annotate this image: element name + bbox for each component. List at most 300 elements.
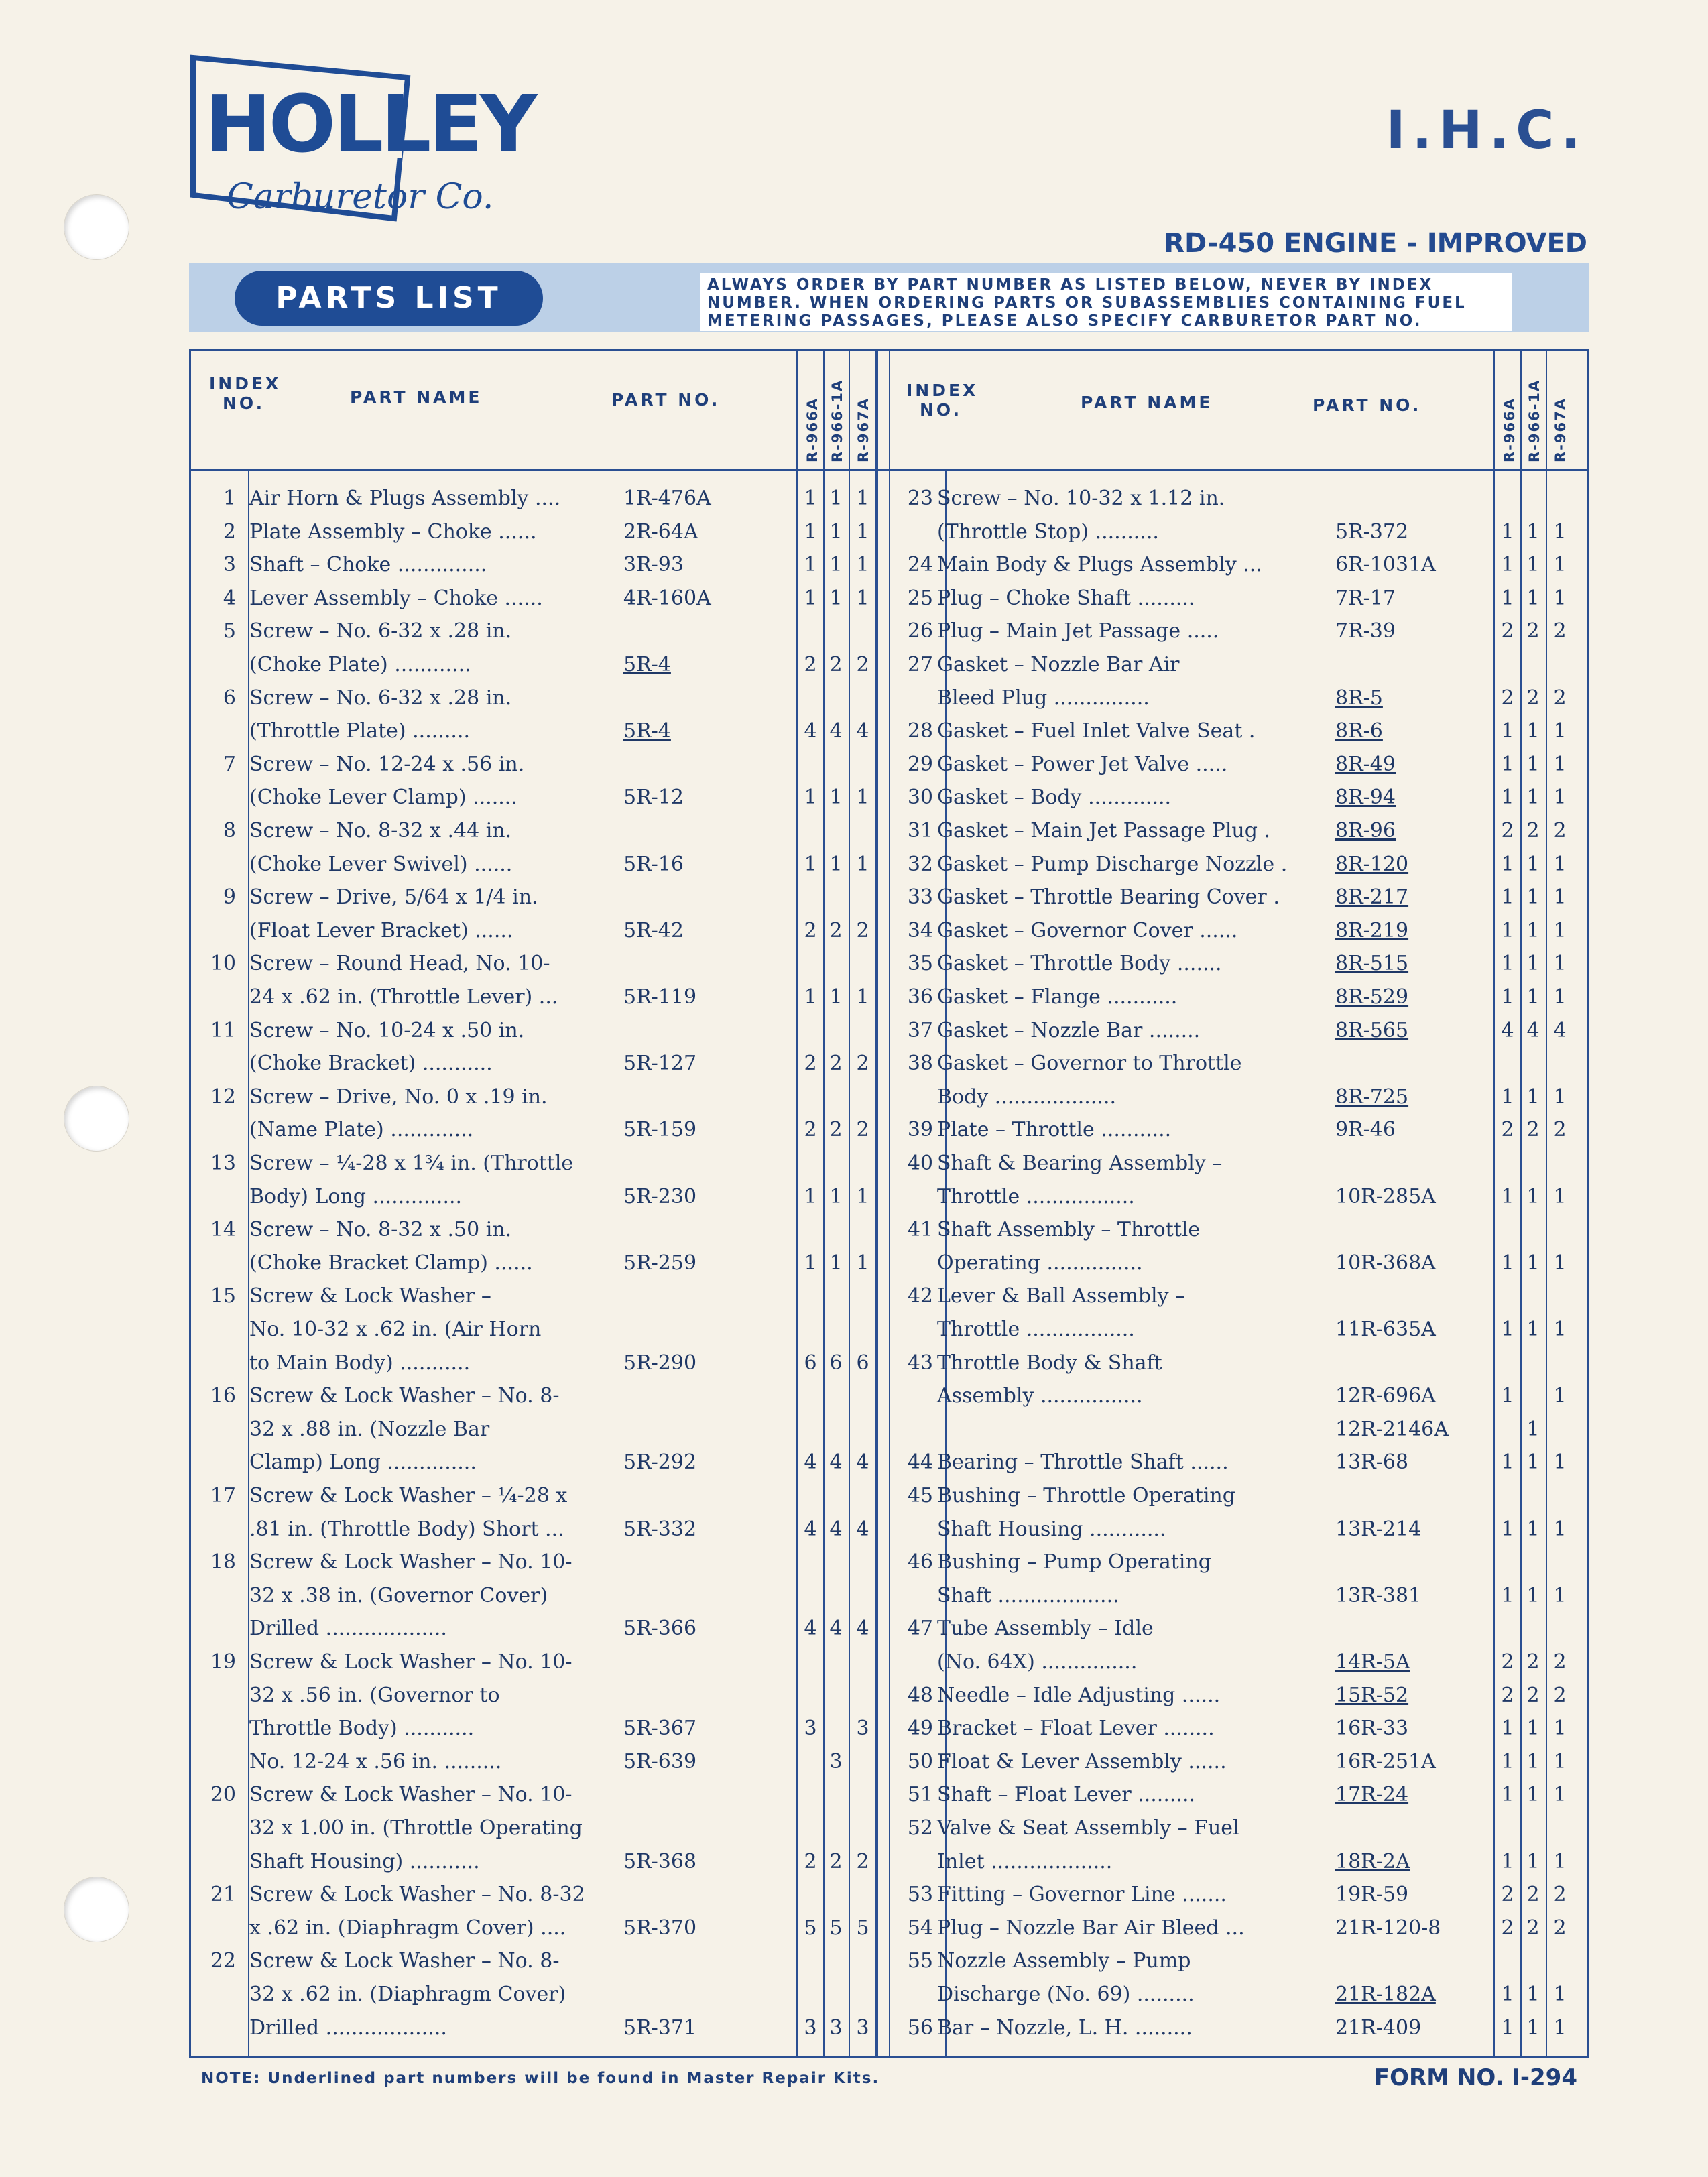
part-name: Gasket – Throttle Bearing Cover . xyxy=(937,885,1280,910)
quantity: 4 xyxy=(829,719,843,743)
make-title: I.H.C. xyxy=(1386,101,1587,161)
part-name: Gasket – Nozzle Bar Air xyxy=(937,653,1180,676)
quantity: 1 xyxy=(856,985,869,1009)
part-name: Gasket – Governor Cover ...... xyxy=(937,918,1238,942)
part-number: 8R-725 xyxy=(1335,1084,1409,1109)
part-name: Valve & Seat Assembly – Fuel xyxy=(937,1816,1239,1840)
part-name: .81 in. (Throttle Body) Short ... xyxy=(249,1517,564,1541)
part-number: 8R-219 xyxy=(1335,918,1409,942)
part-name: Clamp) Long .............. xyxy=(249,1450,477,1475)
quantity: 1 xyxy=(1501,752,1514,776)
part-number: 5R-370 xyxy=(623,1916,697,1940)
part-name: Throttle ................. xyxy=(937,1318,1135,1341)
quantity: 1 xyxy=(856,553,869,577)
part-number: 11R-635A xyxy=(1335,1318,1436,1341)
quantity: 1 xyxy=(1553,852,1567,876)
part-name: Shaft ................... xyxy=(937,1583,1119,1607)
quantity: 1 xyxy=(1553,1783,1567,1807)
quantity: 1 xyxy=(1526,952,1540,976)
part-row xyxy=(0,1279,1708,1312)
part-name: Plug – Main Jet Passage ..... xyxy=(937,619,1219,643)
quantity: 2 xyxy=(1526,619,1540,643)
index-number: 36 xyxy=(907,985,933,1009)
index-number: 24 xyxy=(907,553,933,577)
col-r967a-header: R-967A xyxy=(855,397,871,462)
index-number: 26 xyxy=(907,619,933,643)
part-number: 10R-285A xyxy=(1335,1184,1436,1208)
part-number: 5R-4 xyxy=(623,653,671,676)
quantity: 1 xyxy=(1526,752,1540,776)
part-name: Screw – No. 10-24 x .50 in. xyxy=(249,1018,525,1042)
quantity: 1 xyxy=(1553,1318,1567,1341)
index-number: 23 xyxy=(907,487,933,510)
part-number: 13R-68 xyxy=(1335,1450,1409,1475)
quantity: 4 xyxy=(804,1450,817,1475)
part-row xyxy=(0,515,1708,548)
part-name: 32 x .38 in. (Governor Cover) xyxy=(249,1583,548,1607)
part-name: Screw – Drive, No. 0 x .19 in. xyxy=(249,1084,548,1109)
quantity: 1 xyxy=(1526,553,1540,577)
index-number: 41 xyxy=(907,1218,933,1242)
part-number: 5R-368 xyxy=(623,1849,697,1873)
quantity: 2 xyxy=(1526,1683,1540,1707)
index-number: 39 xyxy=(907,1118,933,1142)
quantity: 1 xyxy=(829,852,843,876)
part-name: Lever Assembly – Choke ...... xyxy=(249,586,543,610)
part-name: Tube Assembly – Idle xyxy=(937,1617,1154,1641)
order-notice xyxy=(700,273,1512,331)
part-name: (Choke Bracket) ........... xyxy=(249,1052,493,1076)
quantity: 1 xyxy=(856,586,869,610)
part-number: 9R-46 xyxy=(1335,1118,1396,1142)
quantity: 1 xyxy=(804,1251,817,1275)
part-row xyxy=(0,1180,1708,1213)
quantity: 2 xyxy=(856,918,869,942)
quantity: 2 xyxy=(829,1052,843,1076)
quantity: 1 xyxy=(1526,719,1540,743)
part-row xyxy=(0,1944,1708,1977)
index-number: 12 xyxy=(210,1084,236,1109)
part-name: (Throttle Stop) .......... xyxy=(937,519,1159,544)
part-row xyxy=(0,1645,1708,1678)
part-number: 7R-17 xyxy=(1335,586,1396,610)
part-name: No. 12-24 x .56 in. ......... xyxy=(249,1749,502,1774)
quantity: 1 xyxy=(856,487,869,510)
part-name: to Main Body) ........... xyxy=(249,1351,471,1375)
quantity: 4 xyxy=(856,1617,869,1641)
quantity: 4 xyxy=(829,1450,843,1475)
index-header-right: INDEX NO. xyxy=(906,381,979,420)
part-name: Bar – Nozzle, L. H. ......... xyxy=(937,2015,1193,2040)
part-number: 15R-52 xyxy=(1335,1683,1409,1707)
quantity: 1 xyxy=(1526,1783,1540,1807)
index-number: 43 xyxy=(907,1351,933,1375)
quantity: 1 xyxy=(1526,918,1540,942)
quantity: 1 xyxy=(856,852,869,876)
quantity: 1 xyxy=(1501,1084,1514,1109)
part-name: (Name Plate) ............. xyxy=(249,1118,474,1142)
index-number: 44 xyxy=(907,1450,933,1475)
quantity: 2 xyxy=(804,1052,817,1076)
part-name: Air Horn & Plugs Assembly .... xyxy=(249,487,561,510)
part-row xyxy=(0,1046,1708,1080)
index-number: 16 xyxy=(210,1384,236,1408)
part-number: 8R-6 xyxy=(1335,719,1383,743)
part-number: 1R-476A xyxy=(623,487,711,510)
quantity: 1 xyxy=(1501,553,1514,577)
part-name: Screw & Lock Washer – No. 8- xyxy=(249,1949,560,1973)
quantity: 1 xyxy=(1553,1450,1567,1475)
col-r966a-header-right: R-966A xyxy=(1502,397,1518,462)
quantity: 1 xyxy=(1553,918,1567,942)
quantity: 1 xyxy=(1501,1318,1514,1341)
punch-hole-top xyxy=(64,194,129,260)
part-name: No. 10-32 x .62 in. (Air Horn xyxy=(249,1318,542,1341)
part-name: Shaft Housing ............ xyxy=(937,1517,1166,1541)
part-row xyxy=(0,880,1708,914)
quantity: 1 xyxy=(1501,885,1514,910)
part-number: 18R-2A xyxy=(1335,1849,1410,1873)
part-number: 8R-565 xyxy=(1335,1018,1409,1042)
quantity: 2 xyxy=(1553,1683,1567,1707)
index-number: 51 xyxy=(907,1783,933,1807)
part-number: 21R-182A xyxy=(1335,1983,1436,2006)
notice-line: NUMBER. WHEN ORDERING PARTS OR SUBASSEMBLIES CONTAINING FUEL xyxy=(707,294,1467,312)
part-number: 8R-529 xyxy=(1335,985,1409,1009)
quantity: 1 xyxy=(829,519,843,544)
index-number: 45 xyxy=(907,1484,933,1507)
part-row xyxy=(0,1678,1708,1712)
part-name: Gasket – Power Jet Valve ..... xyxy=(937,752,1228,776)
quantity: 2 xyxy=(1501,1650,1514,1674)
part-name: (Choke Bracket Clamp) ...... xyxy=(249,1251,533,1275)
index-number: 7 xyxy=(223,752,236,776)
part-name: Gasket – Throttle Body ....... xyxy=(937,952,1222,976)
quantity: 4 xyxy=(1526,1018,1540,1042)
quantity: 1 xyxy=(829,553,843,577)
part-name: Gasket – Pump Discharge Nozzle . xyxy=(937,852,1288,876)
quantity: 2 xyxy=(804,1118,817,1142)
part-name: 24 x .62 in. (Throttle Lever) ... xyxy=(249,985,558,1009)
quantity: 1 xyxy=(856,519,869,544)
part-number: 4R-160A xyxy=(623,586,711,610)
quantity: 1 xyxy=(829,985,843,1009)
part-row xyxy=(0,1445,1708,1479)
quantity: 1 xyxy=(1501,2015,1514,2040)
part-name: Plate – Throttle ........... xyxy=(937,1118,1172,1142)
index-number: 4 xyxy=(223,586,236,610)
part-row xyxy=(0,1877,1708,1911)
quantity: 1 xyxy=(804,553,817,577)
part-number: 17R-24 xyxy=(1335,1783,1409,1807)
quantity: 1 xyxy=(804,985,817,1009)
part-name: Screw & Lock Washer – No. 8-32 xyxy=(249,1883,585,1907)
logo-bottom-text: Carburetor Co. xyxy=(227,177,494,217)
part-number: 8R-515 xyxy=(1335,952,1409,976)
part-row xyxy=(0,614,1708,647)
part-number: 13R-381 xyxy=(1335,1583,1422,1607)
part-name: Plug – Choke Shaft ......... xyxy=(937,586,1195,610)
index-number: 52 xyxy=(907,1816,933,1840)
part-number: 7R-39 xyxy=(1335,619,1396,643)
part-number: 21R-120-8 xyxy=(1335,1916,1441,1940)
part-number: 8R-217 xyxy=(1335,885,1409,910)
quantity: 2 xyxy=(1553,1650,1567,1674)
quantity: 1 xyxy=(804,519,817,544)
quantity: 2 xyxy=(1501,619,1514,643)
quantity: 1 xyxy=(804,586,817,610)
part-number: 5R-119 xyxy=(623,985,697,1009)
quantity: 1 xyxy=(1501,519,1514,544)
part-number: 5R-290 xyxy=(623,1351,697,1375)
index-number: 18 xyxy=(210,1550,236,1574)
quantity: 2 xyxy=(1526,1118,1540,1142)
part-name: Assembly ................ xyxy=(937,1384,1143,1408)
quantity: 4 xyxy=(804,1517,817,1541)
quantity: 1 xyxy=(1553,719,1567,743)
part-number: 5R-332 xyxy=(623,1517,697,1541)
quantity: 4 xyxy=(829,1617,843,1641)
quantity: 4 xyxy=(804,719,817,743)
col-r966a-header: R-966A xyxy=(804,397,820,462)
part-row xyxy=(0,1811,1708,1845)
quantity: 1 xyxy=(1526,1849,1540,1873)
quantity: 1 xyxy=(1553,985,1567,1009)
quantity: 1 xyxy=(1501,786,1514,810)
quantity: 1 xyxy=(1553,2015,1567,2040)
index-number: 56 xyxy=(907,2015,933,2040)
part-number: 8R-5 xyxy=(1335,686,1383,710)
quantity: 3 xyxy=(829,2015,843,2040)
quantity: 1 xyxy=(1553,586,1567,610)
part-name: Bushing – Pump Operating xyxy=(937,1550,1211,1574)
part-row xyxy=(0,780,1708,814)
index-number: 9 xyxy=(223,885,236,910)
part-row xyxy=(0,1246,1708,1280)
quantity: 1 xyxy=(1501,1583,1514,1607)
quantity: 1 xyxy=(804,852,817,876)
part-number: 2R-64A xyxy=(623,519,698,544)
part-row xyxy=(0,1512,1708,1546)
part-name: Gasket – Main Jet Passage Plug . xyxy=(937,819,1271,843)
part-name: Screw – Round Head, No. 10- xyxy=(249,952,550,976)
part-row xyxy=(0,481,1708,515)
quantity: 2 xyxy=(1501,1118,1514,1142)
part-name: Screw & Lock Washer – No. 10- xyxy=(249,1783,572,1807)
quantity: 4 xyxy=(856,719,869,743)
quantity: 1 xyxy=(829,1184,843,1208)
index-number: 27 xyxy=(907,653,933,676)
part-no-header: PART NO. xyxy=(611,390,721,410)
part-name: Throttle ................. xyxy=(937,1184,1135,1208)
part-name: Drilled ................... xyxy=(249,2015,447,2040)
quantity: 2 xyxy=(1553,1118,1567,1142)
part-name: Fitting – Governor Line ....... xyxy=(937,1883,1227,1907)
index-number: 38 xyxy=(907,1052,933,1076)
part-name: Operating ............... xyxy=(937,1251,1143,1275)
part-number: 13R-214 xyxy=(1335,1517,1422,1541)
quantity: 3 xyxy=(804,2015,817,2040)
part-row xyxy=(0,1545,1708,1578)
part-name: Gasket – Governor to Throttle xyxy=(937,1052,1242,1076)
quantity: 6 xyxy=(829,1351,843,1375)
part-row xyxy=(0,1479,1708,1512)
index-number: 3 xyxy=(223,553,236,577)
part-row xyxy=(0,814,1708,847)
part-name: Screw – Drive, 5/64 x 1/4 in. xyxy=(249,885,538,910)
part-name: Bushing – Throttle Operating xyxy=(937,1484,1235,1507)
part-number: 21R-409 xyxy=(1335,2015,1422,2040)
part-name: Screw & Lock Washer – No. 10- xyxy=(249,1550,572,1574)
index-number: 29 xyxy=(907,752,933,776)
quantity: 1 xyxy=(1501,719,1514,743)
part-name: Discharge (No. 69) ......... xyxy=(937,1983,1195,2006)
part-name: Bleed Plug ............... xyxy=(937,686,1150,710)
index-number: 53 xyxy=(907,1883,933,1907)
index-number: 11 xyxy=(210,1018,236,1042)
part-name: Gasket – Nozzle Bar ........ xyxy=(937,1018,1201,1042)
quantity: 1 xyxy=(1526,586,1540,610)
quantity: 1 xyxy=(1501,1384,1514,1408)
part-row xyxy=(0,1346,1708,1379)
quantity: 1 xyxy=(1501,1450,1514,1475)
part-name: Shaft – Choke .............. xyxy=(249,553,487,577)
parts-list-title: PARTS LIST xyxy=(235,271,543,326)
quantity: 1 xyxy=(1526,1084,1540,1109)
part-name: Screw – No. 8-32 x .44 in. xyxy=(249,819,512,843)
index-number: 54 xyxy=(907,1916,933,1940)
quantity: 4 xyxy=(856,1517,869,1541)
engine-title: RD-450 ENGINE - IMPROVED xyxy=(1164,228,1587,259)
quantity: 1 xyxy=(829,786,843,810)
part-number: 6R-1031A xyxy=(1335,553,1436,577)
part-name: Shaft Housing) ........... xyxy=(249,1849,480,1873)
part-number: 3R-93 xyxy=(623,553,684,577)
quantity: 1 xyxy=(804,1184,817,1208)
part-row xyxy=(0,1312,1708,1346)
quantity: 1 xyxy=(1526,786,1540,810)
part-name: Inlet ................... xyxy=(937,1849,1113,1873)
quantity: 2 xyxy=(829,1849,843,1873)
part-number: 12R-696A xyxy=(1335,1384,1436,1408)
quantity: 2 xyxy=(1501,1916,1514,1940)
quantity: 1 xyxy=(1553,1251,1567,1275)
quantity: 1 xyxy=(1553,553,1567,577)
part-number: 16R-33 xyxy=(1335,1717,1409,1741)
quantity: 6 xyxy=(804,1351,817,1375)
quantity: 1 xyxy=(1553,1749,1567,1774)
index-number: 46 xyxy=(907,1550,933,1574)
part-name: Shaft – Float Lever ......... xyxy=(937,1783,1196,1807)
part-name: 32 x .56 in. (Governor to xyxy=(249,1683,500,1707)
part-number: 5R-16 xyxy=(623,852,684,876)
quantity: 1 xyxy=(856,786,869,810)
part-row xyxy=(0,914,1708,947)
part-name: Screw & Lock Washer – ¼-28 x xyxy=(249,1484,568,1507)
index-number: 22 xyxy=(210,1949,236,1973)
quantity: 1 xyxy=(1501,1517,1514,1541)
quantity: 6 xyxy=(856,1351,869,1375)
part-number: 10R-368A xyxy=(1335,1251,1436,1275)
quantity: 2 xyxy=(1526,1650,1540,1674)
quantity: 1 xyxy=(1526,1318,1540,1341)
part-row xyxy=(0,1911,1708,1944)
index-number: 50 xyxy=(907,1749,933,1774)
part-number: 5R-366 xyxy=(623,1617,697,1641)
index-number: 49 xyxy=(907,1717,933,1741)
quantity: 2 xyxy=(1553,819,1567,843)
quantity: 2 xyxy=(1501,1683,1514,1707)
index-number: 28 xyxy=(907,719,933,743)
part-name: (Choke Lever Clamp) ....... xyxy=(249,786,517,810)
quantity: 2 xyxy=(804,918,817,942)
quantity: 1 xyxy=(1553,1517,1567,1541)
part-name: Main Body & Plugs Assembly ... xyxy=(937,553,1262,577)
quantity: 2 xyxy=(856,1849,869,1873)
part-name: Shaft Assembly – Throttle xyxy=(937,1218,1201,1242)
part-name: Body) Long .............. xyxy=(249,1184,463,1208)
quantity: 1 xyxy=(1501,952,1514,976)
part-row xyxy=(0,1412,1708,1446)
quantity: 1 xyxy=(1553,752,1567,776)
quantity: 1 xyxy=(1526,1717,1540,1741)
index-number: 10 xyxy=(210,952,236,976)
part-name: 32 x 1.00 in. (Throttle Operating xyxy=(249,1816,583,1840)
part-name: (No. 64X) ............... xyxy=(937,1650,1138,1674)
col-r967a-header-right: R-967A xyxy=(1552,397,1569,462)
part-number: 16R-251A xyxy=(1335,1749,1436,1774)
part-number: 14R-5A xyxy=(1335,1650,1410,1674)
part-name: Gasket – Fuel Inlet Valve Seat . xyxy=(937,719,1256,743)
part-name: Shaft & Bearing Assembly – xyxy=(937,1152,1223,1175)
quantity: 1 xyxy=(1553,1184,1567,1208)
part-number: 8R-96 xyxy=(1335,819,1396,843)
part-name: Lever & Ball Assembly – xyxy=(937,1284,1186,1308)
part-number: 5R-372 xyxy=(1335,519,1409,544)
part-name: Screw – No. 12-24 x .56 in. xyxy=(249,752,525,776)
part-row xyxy=(0,2011,1708,2044)
part-number: 5R-371 xyxy=(623,2015,697,2040)
quantity: 5 xyxy=(829,1916,843,1940)
quantity: 2 xyxy=(829,1118,843,1142)
quantity: 1 xyxy=(1501,586,1514,610)
quantity: 2 xyxy=(1501,686,1514,710)
part-row xyxy=(0,980,1708,1013)
holley-logo xyxy=(186,51,535,232)
part-number: 5R-292 xyxy=(623,1450,697,1475)
part-number: 5R-367 xyxy=(623,1717,697,1741)
quantity: 1 xyxy=(856,1184,869,1208)
part-name: Screw – No. 10-32 x 1.12 in. xyxy=(937,487,1225,510)
index-number: 31 xyxy=(907,819,933,843)
quantity: 1 xyxy=(1526,1517,1540,1541)
quantity: 1 xyxy=(1553,519,1567,544)
part-name: Body ................... xyxy=(937,1084,1116,1109)
index-number: 33 xyxy=(907,885,933,910)
part-row xyxy=(0,1113,1708,1146)
part-name: (Choke Lever Swivel) ...... xyxy=(249,852,513,876)
quantity: 1 xyxy=(1501,852,1514,876)
quantity: 1 xyxy=(804,786,817,810)
quantity: 2 xyxy=(829,918,843,942)
quantity: 1 xyxy=(1553,1983,1567,2006)
index-number: 42 xyxy=(907,1284,933,1308)
part-row xyxy=(0,1578,1708,1612)
notice-line: METERING PASSAGES, PLEASE ALSO SPECIFY CARBURETOR PART NO. xyxy=(707,312,1422,330)
part-name: Throttle Body) ........... xyxy=(249,1717,475,1741)
quantity: 1 xyxy=(1553,1717,1567,1741)
quantity: 3 xyxy=(856,2015,869,2040)
